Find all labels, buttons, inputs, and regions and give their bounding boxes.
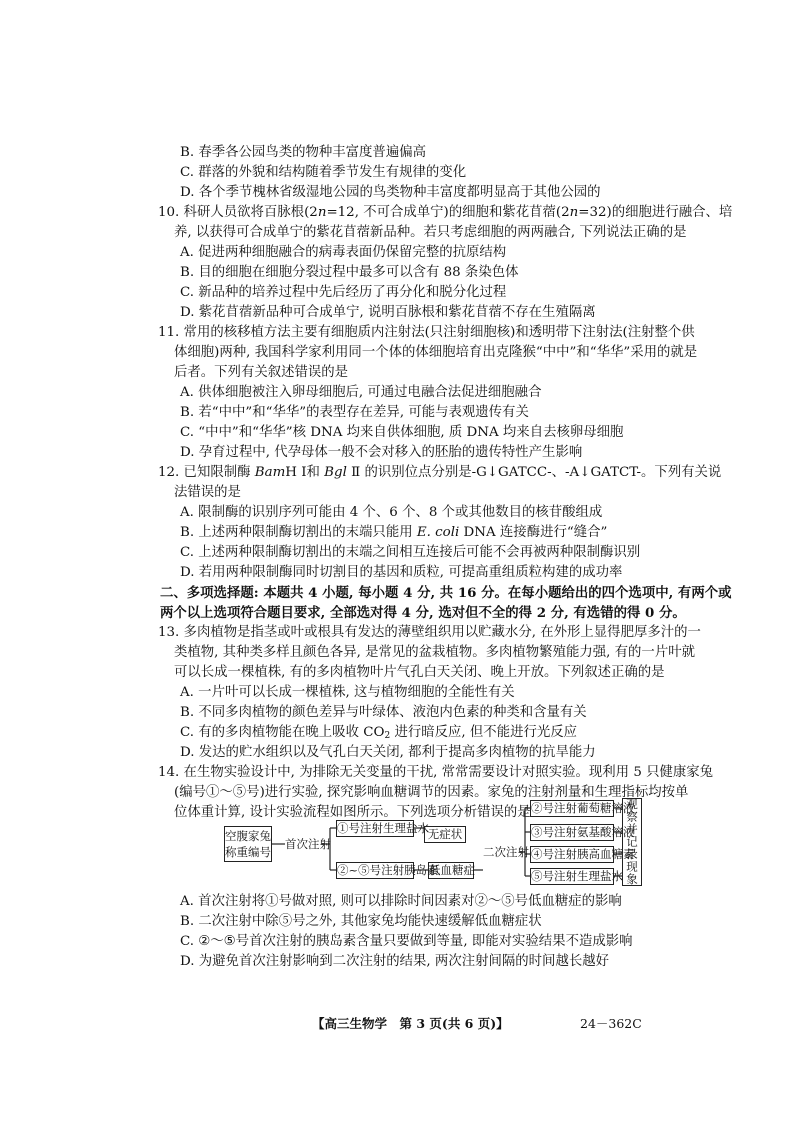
q14-option-a: A. 首次注射将①号做对照, 则可以排除时间因素对②～⑤号低血糖症的影响 <box>180 894 622 909</box>
q14-stem-line1: 14. 在生物实验设计中, 为排除无关变量的干扰, 常常需要设计对照实验。现利用 5 只健康家兔 <box>158 765 714 780</box>
q10-stem-line2: 养, 以获得可合成单宁的紫花苜蓿新品种。若只考虑细胞的两两融合, 下列说法正确的是 <box>174 225 687 240</box>
q11-option-b: B. 若“中中”和“华华”的表型存在差异, 可能与表观遗传有关 <box>180 405 529 420</box>
hypoglycemia-box: 低血糖症 <box>429 863 475 877</box>
section2-heading-line1: 二、多项选择题: 本题共 4 小题, 每小题 4 分, 共 16 分。在每小题给出的四个选项中, 有两个或 <box>160 585 732 601</box>
q13-stem-line2: 类植物, 其种类多样且颜色各异, 是常见的盆栽植物。多肉植物繁殖能力强, 有的一片叶就 <box>174 645 695 660</box>
q13-option-c: C. 有的多肉植物能在晚上吸收 $CO_2$ 进行暗反应, 但不能进行光反应 <box>180 725 578 741</box>
q9-option-c: C. 群落的外貌和结构随着季节发生有规律的变化 <box>180 165 467 180</box>
no-symptom-box: 无症状 <box>424 826 466 843</box>
q14-option-b: B. 二次注射中除⑤号之外, 其他家兔均能快速缓解低血糖症状 <box>180 914 542 929</box>
branch2-box: ②~⑤号注射胰岛素 <box>337 863 439 877</box>
observe-label: 观察并记录现象 <box>625 798 639 886</box>
q13-stem-line3: 可以长成一棵植株, 有的多肉植物叶片气孔白天关闭、晚上开放。下列叙述正确的是 <box>174 665 665 680</box>
q11-option-c: C. “中中”和“华华”核 DNA 均来自供体细胞, 质 DNA 均来自去核卵母细胞 <box>180 425 624 440</box>
page-footer-label: 【高三生物学 第 3 页(共 6 页)】 <box>312 1016 509 1031</box>
observe-box <box>622 798 642 886</box>
result-box-4: ④号注射胰高血糖素 <box>531 847 635 861</box>
q11-stem-line1: 11. 常用的核移植方法主要有细胞质内注射法(只注射细胞核)和透明带下注射法(注射整个供 <box>158 325 695 340</box>
q12-option-c: C. 上述两种限制酶切割出的末端之间相互连接后可能不会再被两种限制酶识别 <box>180 545 641 560</box>
result-box-3: ③号注射氨基酸溶液 <box>531 825 635 839</box>
q11-stem-line2: 体细胞)两种, 我国科学家利用同一个体的体细胞培育出克隆猴“中中”和“华华”采用的就是 <box>174 345 698 360</box>
q13-stem-line1: 13. 多肉植物是指茎或叶或根具有发达的薄壁组织用以贮藏水分, 在外形上显得肥厚多汁的一 <box>158 625 701 640</box>
q12-option-d: D. 若用两种限制酶同时切割目的基因和质粒, 可提高重组质粒构建的成功率 <box>180 565 623 580</box>
q13-option-b: B. 不同多肉植物的颜色差异与叶绿体、液泡内色素的种类和含量有关 <box>180 705 587 720</box>
q14-option-c: C. ②～⑤号首次注射的胰岛素含量只要做到等量, 即能对实验结果不造成影响 <box>180 934 633 949</box>
q11-option-d: D. 孕育过程中, 代孕母体一般不会对移入的胚胎的遗传特性产生影响 <box>180 445 583 460</box>
start-box <box>224 826 272 862</box>
first-injection-label: 首次注射 <box>285 837 331 851</box>
start-box-line1: 空腹家兔 <box>225 829 271 843</box>
result-box-5: ⑤号注射生理盐水 <box>531 869 623 883</box>
q10-stem-line1: 10. 科研人员欲将百脉根(2n=12, 不可合成单宁)的细胞和紫花苜蓿(2n=32)的细胞进行融合、培 <box>158 205 733 220</box>
section2-heading-line2: 两个以上选项符合题目要求, 全部选对得 4 分, 选对但不全的得 2 分, 有选错的得 0 分。 <box>160 605 686 621</box>
exam-code: 24－362C <box>580 1016 642 1031</box>
q10-option-d: D. 紫花苜蓿新品种可合成单宁, 说明百脉根和紫花苜蓿不存在生殖隔离 <box>180 305 596 320</box>
q12-option-b: B. 上述两种限制酶切割出的末端只能用 E. coli DNA 连接酶进行“缝合” <box>180 525 608 540</box>
q14-stem-line2: (编号①～⑤号)进行实验, 探究影响血糖调节的因素。家兔的注射剂量和生理指标均按单 <box>174 785 689 800</box>
q11-stem-line3: 后者。下列有关叙述错误的是 <box>174 365 349 380</box>
q10-option-c: C. 新品种的培养过程中先后经历了再分化和脱分化过程 <box>180 285 507 300</box>
q12-stem-line2: 法错误的是 <box>174 485 241 500</box>
q11-option-a: A. 供体细胞被注入卵母细胞后, 可通过电融合法促进细胞融合 <box>180 385 542 400</box>
q14-stem-line3: 位体重计算, 设计实验流程如图所示。下列选项分析错误的是 <box>174 805 531 820</box>
q14-option-d: D. 为避免首次注射影响到二次注射的结果, 两次注射间隔的时间越长越好 <box>180 954 610 969</box>
result-box-2: ②号注射葡萄糖溶液 <box>531 801 635 815</box>
q13-option-a: A. 一片叶可以长成一棵植株, 这与植物细胞的全能性有关 <box>180 685 515 700</box>
branch1-box: ①号注射生理盐水 <box>337 821 429 835</box>
q12-stem-line1: 12. 已知限制酶 BamH Ⅰ和 Bgl Ⅱ 的识别位点分别是-G↓GATCC-、-A↓GATCT-。下列有关说 <box>158 465 722 480</box>
q10-option-a: A. 促进两种细胞融合的病毒表面仍保留完整的抗原结构 <box>180 245 507 260</box>
q9-option-b: B. 春季各公园鸟类的物种丰富度普遍偏高 <box>180 145 426 160</box>
q12-option-a: A. 限制酶的识别序列可能由 4 个、6 个、8 个或其他数目的核苷酸组成 <box>180 505 603 520</box>
q10-option-b: B. 目的细胞在细胞分裂过程中最多可以含有 88 条染色体 <box>180 265 519 280</box>
q9-option-d: D. 各个季节槐林省级湿地公园的鸟类物种丰富度都明显高于其他公园的 <box>180 185 601 200</box>
start-box-line2: 称重编号 <box>225 845 271 859</box>
q13-option-d: D. 发达的贮水组织以及气孔白天关闭, 都利于提高多肉植物的抗旱能力 <box>180 745 596 760</box>
second-injection-label: 二次注射 <box>483 845 529 859</box>
